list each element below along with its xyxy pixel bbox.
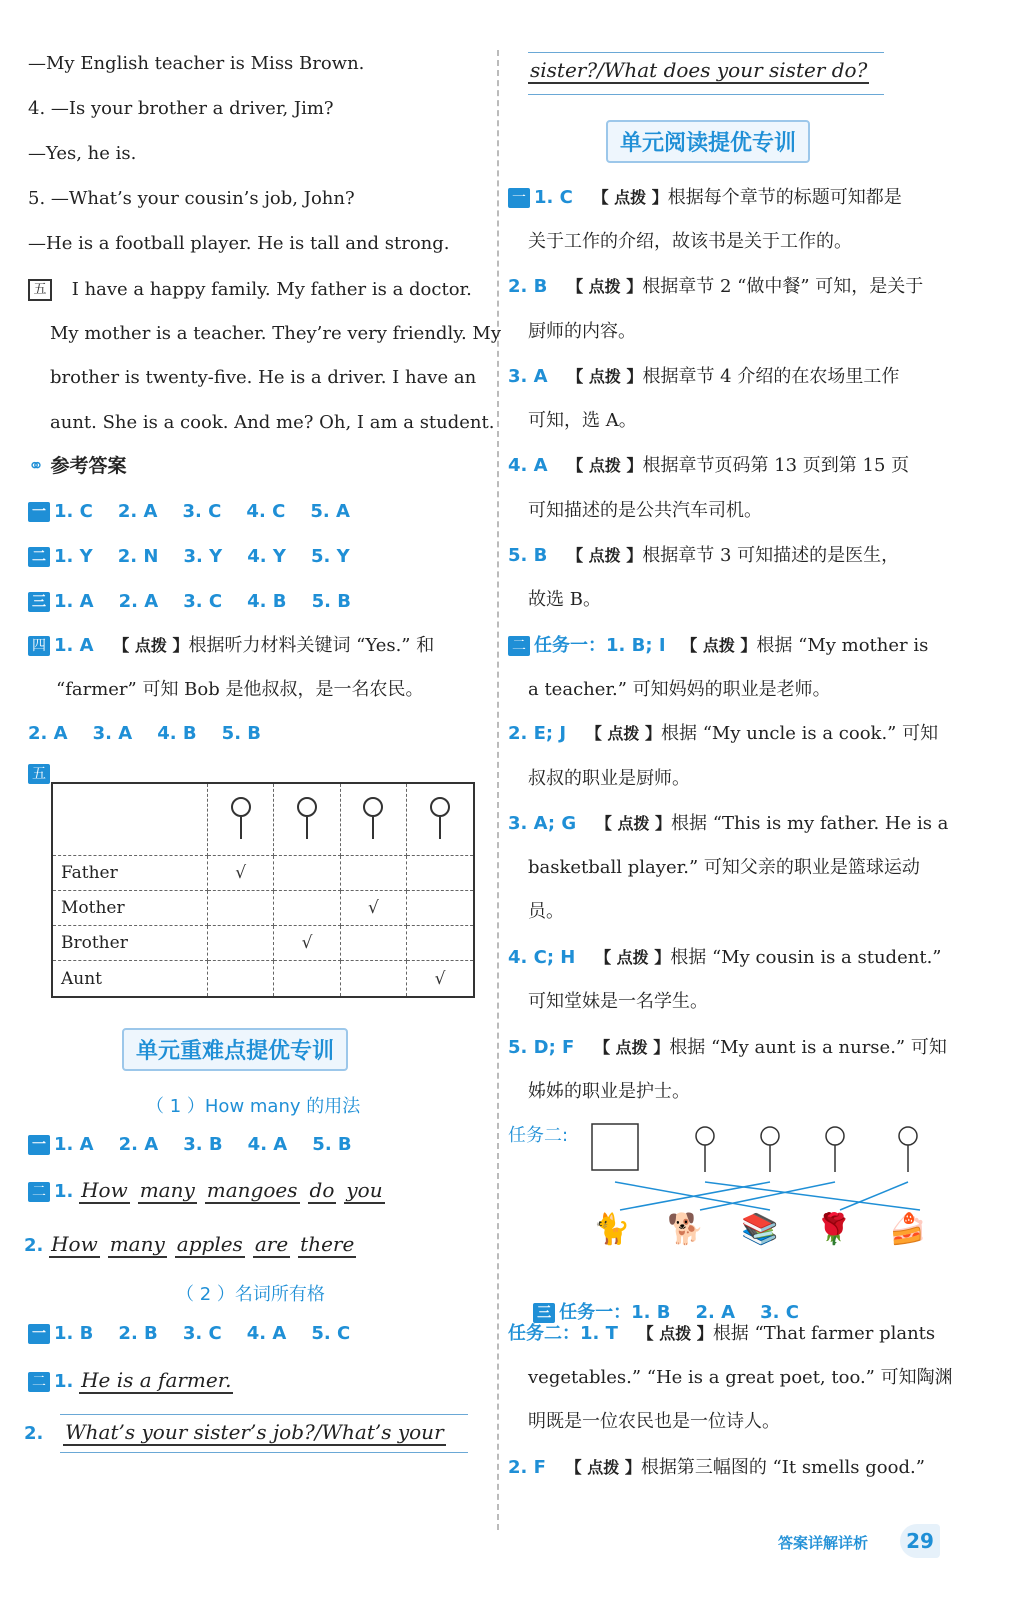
answer-row: 2. E; J 【 点拨 】根据 “My uncle is a cook.” 可知 — [508, 723, 939, 744]
section-mark: 二 — [508, 636, 530, 656]
explanation-line: 关于工作的介绍，故该书是关于工作的。 — [528, 231, 852, 252]
explanation-line: 故选 B。 — [528, 589, 601, 610]
section-mark: 三 — [533, 1303, 555, 1323]
row-label: Brother — [52, 926, 208, 961]
section-mark: 三 — [28, 592, 50, 612]
flower-icon: 🌹 — [815, 1212, 853, 1247]
answer-row: 一 1. A 2. A 3. B 4. A 5. B — [28, 1133, 352, 1157]
writing-line — [60, 1452, 468, 1453]
answer-row: 3. A 【 点拨 】根据章节 4 介绍的在农场里工作 — [508, 366, 900, 387]
answer-row: 一 1. B 2. B 3. C 4. A 5. C — [28, 1322, 350, 1346]
answer-row: 5. B 【 点拨 】根据章节 3 可知描述的是医生， — [508, 545, 900, 566]
section-mark: 二 — [28, 547, 50, 567]
answer-row: 4. A 【 点拨 】根据章节页码第 13 页到第 15 页 — [508, 455, 910, 476]
dialog-line: —He is a football player. He is tall and strong. — [28, 233, 450, 254]
handwritten-answer: 二 1. He is a farmer. — [28, 1368, 241, 1394]
section-mark: 五 — [28, 279, 52, 301]
nurse-picture — [826, 1127, 844, 1145]
handwritten-answer: 2. What’s your sister’s job?/What’s your — [24, 1420, 444, 1444]
subsection-title: （ 1 ）How many 的用法 — [146, 1096, 361, 1117]
cake-icon: 🍰 — [889, 1212, 927, 1247]
dog-icon: 🐕 — [667, 1212, 705, 1247]
section-mark: 一 — [28, 1135, 50, 1155]
cat-icon: 🐈 — [593, 1212, 631, 1247]
section-mark: 二 — [28, 1182, 50, 1202]
explanation-line: 姊姊的职业是护士。 — [528, 1081, 690, 1102]
answer-row: 任务二：1. T 【 点拨 】根据 “That farmer plants — [508, 1323, 936, 1344]
teacher-picture — [592, 1124, 638, 1170]
passage-line: brother is twenty-five. He is a driver. I have an — [50, 367, 477, 388]
answer-row: 二 任务一：1. B; I 【 点拨 】根据 “My mother is — [508, 634, 928, 658]
section-mark: 一 — [28, 502, 50, 522]
check-mark: √ — [274, 926, 340, 961]
subsection-title: （ 2 ）名词所有格 — [176, 1284, 325, 1305]
doctor-picture — [208, 783, 274, 855]
writing-line — [60, 1414, 468, 1415]
section-mark: 四 — [28, 636, 50, 656]
passage-line: My mother is a teacher. They’re very friendly. My — [50, 323, 502, 344]
object-pictures — [586, 1212, 986, 1266]
tip-label: 【 点拨 】 — [113, 636, 189, 655]
section-banner: 单元重难点提优专训 — [122, 1028, 348, 1071]
explanation-line: 叔叔的职业是厨师。 — [528, 768, 690, 789]
row-label: Mother — [52, 890, 208, 925]
passage-line: 五 I have a happy family. My father is a doctor. — [28, 278, 472, 302]
check-mark: √ — [208, 855, 274, 890]
section-mark: 五 — [28, 764, 50, 784]
cook-picture — [407, 783, 474, 855]
explanation-line: a teacher.” 可知妈妈的职业是老师。 — [528, 679, 831, 700]
person-pictures — [592, 1124, 917, 1172]
answer-row: 四 1. A 【 点拨 】根据听力材料关键词 “Yes.” 和 — [28, 634, 434, 658]
passage-line: aunt. She is a cook. And me? Oh, I am a student. — [50, 412, 495, 433]
dialog-line: —My English teacher is Miss Brown. — [28, 53, 365, 74]
writing-line — [528, 94, 884, 95]
driver-picture — [274, 783, 340, 855]
section-mark: 一 — [28, 1324, 50, 1344]
table-corner — [52, 783, 208, 855]
answer-row: 一 1. C 【 点拨 】根据每个章节的标题可知都是 — [508, 186, 902, 210]
section-banner: 单元阅读提优专训 — [606, 120, 810, 163]
cook-picture — [696, 1127, 714, 1145]
explanation-line: 可知描述的是公共汽车司机。 — [528, 500, 762, 521]
student-picture — [899, 1127, 917, 1145]
answer-heading: ⚭ 参考答案 — [28, 455, 127, 477]
task-label: 任务二: — [508, 1125, 569, 1146]
answer-row: 3. A; G 【 点拨 】根据 “This is my father. He is a — [508, 813, 949, 834]
explanation-line: 厨师的内容。 — [528, 321, 636, 342]
section-mark: 一 — [508, 188, 530, 208]
answer-row: 4. C; H 【 点拨 】根据 “My cousin is a student.” — [508, 947, 942, 968]
answer-row: 5. D; F 【 点拨 】根据 “My aunt is a nurse.” 可知 — [508, 1037, 947, 1058]
family-job-table — [51, 782, 475, 998]
explanation-line: “farmer” 可知 Bob 是他叔叔，是一名农民。 — [56, 679, 424, 700]
explanation-line: 可知堂妹是一名学生。 — [528, 991, 708, 1012]
doctor-picture — [761, 1127, 779, 1145]
answer-row: 2. F 【 点拨 】根据第三幅图的 “It smells good.” — [508, 1457, 925, 1478]
section-mark: 二 — [28, 1372, 50, 1392]
answer-row: 二 1. Y 2. N 3. Y 4. Y 5. Y — [28, 545, 350, 569]
dialog-line: —Yes, he is. — [28, 143, 137, 164]
handwritten-answer: 2. How many apples are there — [24, 1232, 355, 1256]
column-divider — [497, 50, 499, 1530]
answer-row: 三 任务一：1. B 2. A 3. C — [508, 1277, 799, 1349]
check-mark: √ — [407, 961, 474, 997]
dialog-line: 5. —What’s your cousin’s job, John? — [28, 188, 355, 209]
explanation-line: basketball player.” 可知父亲的职业是篮球运动 — [528, 857, 920, 878]
dialog-line: 4. —Is your brother a driver, Jim? — [28, 98, 334, 119]
explanation-line: 可知，选 A。 — [528, 410, 637, 431]
row-label: Father — [52, 855, 208, 890]
check-mark: √ — [340, 890, 406, 925]
answer-row: 2. A 3. A 4. B 5. B — [28, 723, 262, 744]
page-number: 29 — [900, 1524, 940, 1558]
books-icon: 📚 — [741, 1212, 779, 1247]
answer-row: 一 1. C 2. A 3. C 4. C 5. A — [28, 500, 350, 524]
matching-lines — [615, 1182, 920, 1210]
handwritten-answer: 二 1. How many mangoes do you — [28, 1178, 393, 1204]
answer-row: 三 1. A 2. A 3. C 4. B 5. B — [28, 590, 351, 614]
handwritten-answer: sister?/What does your sister do? — [530, 58, 868, 82]
explanation-line: 员。 — [528, 901, 564, 922]
teacher-picture — [340, 783, 406, 855]
answer-row: 2. B 【 点拨 】根据章节 2 “做中餐” 可知，是关于 — [508, 276, 924, 297]
link-icon: ⚭ — [28, 455, 44, 477]
explanation-line: vegetables.” “He is a great poet, too.” 可知陶渊 — [528, 1367, 953, 1388]
footer-label: 答案详解详析 — [778, 1534, 869, 1552]
explanation-line: 明既是一位农民也是一位诗人。 — [528, 1411, 780, 1432]
writing-line — [528, 52, 884, 53]
row-label: Aunt — [52, 961, 208, 997]
